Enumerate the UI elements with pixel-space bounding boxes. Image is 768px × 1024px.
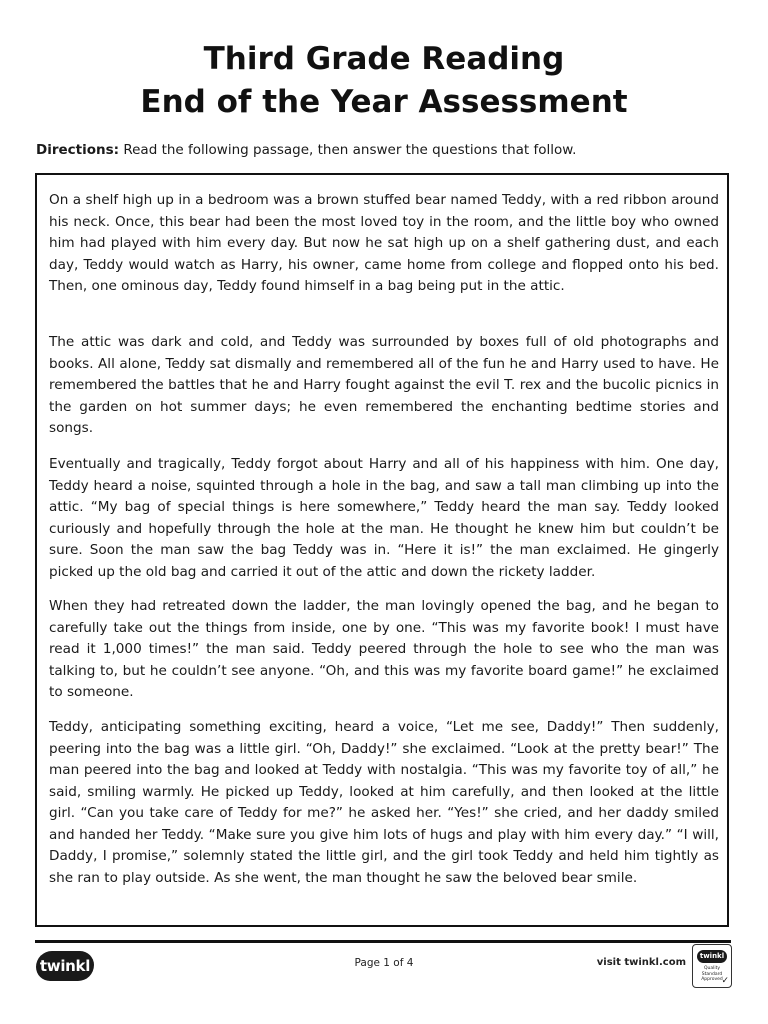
page-number: Page 1 of 4 bbox=[354, 957, 414, 969]
passage-paragraph-4: When they had retreated down the ladder, the man lovingly opened the bag, and he began to carefully take out the things from inside, one by one. “This was my favorite book! I must have read it 1,000 times!” the man said. Teddy peered through the hole to see who the man was talking to, but he couldn’t see anyone. “Oh, and this was my favorite board game!” he exclaimed to someone. bbox=[49, 598, 719, 700]
passage-paragraph-3: Eventually and tragically, Teddy forgot about Harry and all of his happiness with him. One day, Teddy heard a noise, squinted through a hole in the bag, and saw a tall man climbing up into the attic. “My bag of special things is here somewhere,” Teddy heard the man say. Teddy looked curiously and hopefully through the hole at the man. He thought he knew him but couldn’t be sure. Soon the man saw the bag Teddy was in. “Here it is!” the man exclaimed. He gingerly picked up the old bag and carried it out of the attic and down the rickety ladder. bbox=[49, 456, 719, 580]
directions-label: Directions: bbox=[36, 142, 120, 158]
page-title: Third Grade Reading bbox=[203, 41, 565, 77]
directions-text: Read the following passage, then answer the questions that follow. bbox=[119, 142, 577, 158]
badge-brand: twinkl bbox=[697, 950, 727, 963]
passage-paragraph-2: The attic was dark and cold, and Teddy was surrounded by boxes full of old photographs and books. All alone, Teddy sat dismally and remembered all of the fun he and Harry used to have. He remembered the battles that he and Harry fought against the evil T. rex and the bucolic picnics in the garden on hot summer days; he even remembered the enchanting bedtime stories and songs. bbox=[49, 334, 719, 436]
visit-link[interactable]: visit twinkl.com bbox=[596, 957, 686, 968]
check-icon: ✓ bbox=[721, 976, 729, 986]
twinkl-logo[interactable]: twinkl bbox=[36, 951, 94, 981]
quality-standard-badge-icon bbox=[692, 944, 732, 988]
page-subtitle: End of the Year Assessment bbox=[140, 84, 628, 120]
footer-divider bbox=[35, 940, 731, 943]
passage-paragraph-5: Teddy, anticipating something exciting, heard a voice, “Let me see, Daddy!” Then suddenly, peering into the bag was a little girl. “Oh, Daddy!” she exclaimed. “Look at the pretty bear!” The man peered into the bag and looked at Teddy with nostalgia. “This was my favorite toy of all,” he said, smiling warmly. He picked up Teddy, looked at him carefully, and then looked at the little girl. “Can you take care of Teddy for me?” he asked her. “Yes!” she cried, and her daddy smiled and handed her Teddy. “Make sure you give him lots of hugs and play with him every day.” “I will, Daddy, I promise,” solemnly stated the little girl, and the girl took Teddy and held him tightly as she ran to play outside. As she went, the man thought he saw the beloved bear smile. bbox=[49, 719, 719, 886]
directions bbox=[36, 140, 736, 160]
badge-text: Quality Standard Approved bbox=[701, 966, 723, 982]
passage-box bbox=[35, 173, 729, 927]
passage-paragraph-1: On a shelf high up in a bedroom was a brown stuffed bear named Teddy, with a red ribbon around his neck. Once, this bear had been the most loved toy in the room, and the little boy who owned him had played with him every day. But now he sat high up on a shelf gathering dust, and each day, Teddy would watch as Harry, his owner, came home from college and flopped onto his bed. Then, one ominous day, Teddy found himself in a bag being put in the attic. bbox=[49, 192, 719, 294]
